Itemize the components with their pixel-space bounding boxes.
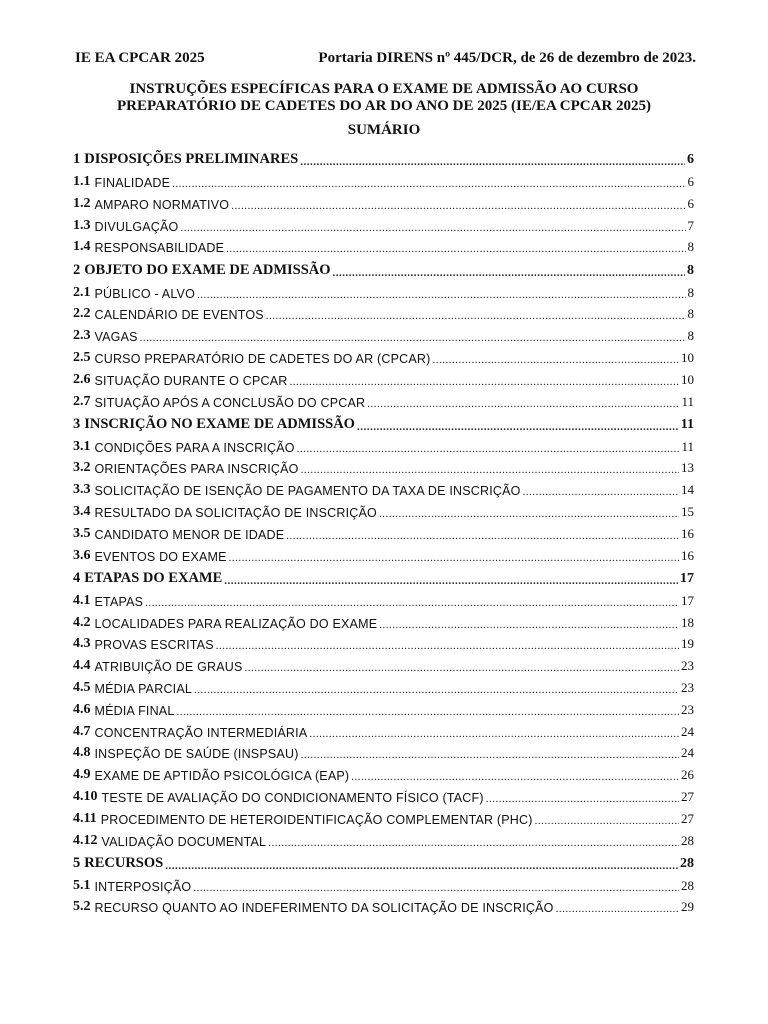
toc-entry-label: CURSO PREPARATÓRIO DE CADETES DO AR (CPCAR) [94,351,431,366]
toc-entry-page-number: 15 [681,504,694,520]
toc-dot-leader [172,178,685,190]
toc-section-entry[interactable] [73,301,694,323]
toc-entry-page-number: 23 [681,701,694,717]
toc-dot-leader [486,793,679,805]
toc-entry-label: SITUAÇÃO APÓS A CONCLUSÃO DO CPCAR [94,395,366,410]
toc-section-entry[interactable] [73,498,694,520]
toc-entry-label: MÉDIA PARCIAL [94,681,193,696]
toc-entry-number: 4.8 [73,745,91,761]
toc-entry-number: 4.7 [73,723,91,739]
toc-entry-number: 3 [73,415,81,432]
toc-section-entry[interactable] [73,631,694,653]
toc-entry-number: 3.1 [73,438,91,454]
toc-entry-label: EXAME DE APTIDÃO PSICOLÓGICA (EAP) [94,769,350,784]
summary-heading: SUMÁRIO [347,122,421,138]
toc-entry-page-number: 23 [681,658,694,674]
toc-entry-label: EVENTOS DO EXAME [94,549,227,564]
toc-dot-leader [535,815,679,827]
toc-entry-label: VALIDAÇÃO DOCUMENTAL [101,834,267,849]
toc-entry-number: 2.2 [73,306,91,322]
toc-dot-leader [333,267,685,279]
toc-chapter-entry[interactable] [73,849,694,872]
toc-entry-label: DISPOSIÇÕES PRELIMINARES [84,151,299,168]
toc-dot-leader [432,354,679,366]
toc-entry-number: 4.9 [73,767,91,783]
toc-entry-number: 4.10 [73,788,98,804]
toc-chapter-entry[interactable] [73,564,694,587]
toc-entry-label: VAGAS [94,330,138,345]
toc-entry-label: PÚBLICO - ALVO [94,286,196,301]
toc-entry-label: RESPONSABILIDADE [94,241,225,256]
toc-section-entry[interactable] [73,344,694,366]
toc-chapter-entry[interactable] [73,410,694,433]
toc-entry-page-number: 18 [681,614,694,630]
toc-entry-page-number: 24 [681,723,694,739]
toc-entry-page-number: 7 [687,217,694,233]
toc-entry-number: 2.6 [73,371,91,387]
toc-dot-leader [165,860,678,872]
toc-entry-label: AMPARO NORMATIVO [94,197,230,212]
toc-entry-label: CANDIDATO MENOR DE IDADE [94,527,285,542]
toc-section-entry[interactable] [73,872,694,894]
toc-chapter-entry[interactable] [73,145,694,168]
toc-entry-page-number: 16 [681,525,694,541]
toc-section-entry[interactable] [73,696,694,718]
toc-dot-leader [351,771,679,783]
toc-entry-label: TESTE DE AVALIAÇÃO DO CONDICIONAMENTO FÍSICO (TACF) [101,790,484,805]
toc-entry-label: SITUAÇÃO DURANTE O CPCAR [94,373,288,388]
header-ordinance: Portaria DIRENS nº 445/DCR, de 26 de dezembro de 2023. [318,50,696,66]
toc-section-entry[interactable] [73,234,694,256]
toc-entry-number: 2.1 [73,284,91,300]
toc-entry-number: 4.6 [73,701,91,717]
toc-dot-leader [309,728,679,740]
toc-dot-leader [180,222,685,234]
toc-dot-leader [379,508,679,520]
toc-section-entry[interactable] [73,455,694,477]
toc-entry-page-number: 10 [681,349,694,365]
toc-section-entry[interactable] [73,520,694,542]
toc-chapter-entry[interactable] [73,255,694,278]
toc-dot-leader [357,421,679,433]
toc-entry-label: OBJETO DO EXAME DE ADMISSÃO [84,261,331,278]
toc-entry-number: 3.2 [73,460,91,476]
toc-dot-leader [229,552,679,564]
toc-entry-label: FINALIDADE [94,176,171,191]
toc-section-entry[interactable] [73,587,694,609]
toc-entry-number: 2.5 [73,349,91,365]
toc-dot-leader [268,837,679,849]
toc-entry-label: ETAPAS [94,594,144,609]
document-title-line-1: INSTRUÇÕES ESPECÍFICAS PARA O EXAME DE ADMISSÃO AO CURSO [129,81,639,97]
toc-entry-page-number: 28 [681,832,694,848]
toc-section-entry[interactable] [73,322,694,344]
toc-entry-page-number: 6 [687,195,694,211]
toc-entry-label: RECURSOS [84,854,164,871]
toc-entry-number: 3.6 [73,547,91,563]
toc-entry-label: SOLICITAÇÃO DE ISENÇÃO DE PAGAMENTO DA TAXA DE INSCRIÇÃO [94,484,521,499]
document-title-line-2: PREPARATÓRIO DE CADETES DO AR DO ANO DE 2025 (IE/EA CPCAR 2025) [116,98,652,114]
toc-dot-leader [301,464,679,476]
toc-entry-page-number: 17 [680,570,694,586]
toc-entry-number: 1.4 [73,239,91,255]
toc-entry-label: DIVULGAÇÃO [94,219,179,234]
toc-dot-leader [140,332,686,344]
toc-dot-leader [226,243,685,255]
toc-dot-leader [216,640,679,652]
toc-entry-label: INSPEÇÃO DE SAÚDE (INSPSAU) [94,747,299,762]
toc-dot-leader [286,530,679,542]
toc-entry-page-number: 17 [681,592,694,608]
toc-entry-page-number: 8 [687,306,694,322]
toc-section-entry[interactable] [73,894,694,916]
toc-dot-leader [194,684,679,696]
table-of-contents [73,145,694,915]
toc-entry-page-number: 13 [681,460,694,476]
toc-entry-label: RECURSO QUANTO AO INDEFERIMENTO DA SOLICITAÇÃO DE INSCRIÇÃO [94,901,554,916]
toc-dot-leader [193,882,679,894]
toc-section-entry[interactable] [73,433,694,455]
toc-section-entry[interactable] [73,805,694,827]
toc-section-entry[interactable] [73,190,694,212]
toc-dot-leader [197,289,685,301]
toc-entry-number: 1.3 [73,217,91,233]
toc-dot-leader [556,903,679,915]
toc-section-entry[interactable] [73,783,694,805]
toc-dot-leader [266,310,686,322]
toc-section-entry[interactable] [73,476,694,498]
toc-entry-number: 5.1 [73,877,91,893]
toc-entry-number: 2.7 [73,393,91,409]
toc-entry-label: PROCEDIMENTO DE HETEROIDENTIFICAÇÃO COMPLEMENTAR (PHC) [100,812,533,827]
toc-entry-page-number: 29 [681,899,694,915]
toc-entry-number: 2 [73,261,81,278]
toc-dot-leader [224,575,678,587]
toc-entry-number: 4.11 [73,810,97,826]
toc-entry-label: INSCRIÇÃO NO EXAME DE ADMISSÃO [84,415,355,432]
toc-entry-page-number: 11 [681,393,694,409]
toc-entry-label: ETAPAS DO EXAME [84,569,223,586]
toc-entry-number: 1 [73,151,81,168]
toc-dot-leader [379,619,679,631]
page-header [75,50,696,67]
toc-entry-page-number: 8 [687,328,694,344]
toc-entry-page-number: 6 [687,152,694,168]
toc-dot-leader [290,376,679,388]
toc-section-entry[interactable] [73,740,694,762]
toc-entry-page-number: 8 [687,239,694,255]
toc-section-entry[interactable] [73,827,694,849]
toc-entry-number: 3.4 [73,504,91,520]
toc-entry-number: 4.3 [73,636,91,652]
toc-entry-page-number: 24 [681,745,694,761]
toc-entry-page-number: 10 [681,371,694,387]
toc-entry-number: 4.5 [73,679,91,695]
toc-dot-leader [177,706,680,718]
toc-entry-page-number: 28 [680,855,694,871]
toc-entry-page-number: 11 [681,438,694,454]
toc-entry-number: 4 [73,569,81,586]
toc-entry-page-number: 14 [681,482,694,498]
toc-entry-number: 4.1 [73,592,91,608]
toc-entry-page-number: 16 [681,547,694,563]
toc-entry-page-number: 8 [687,262,694,278]
toc-entry-label: ATRIBUIÇÃO DE GRAUS [94,660,243,675]
toc-section-entry[interactable] [73,168,694,190]
toc-section-entry[interactable] [73,674,694,696]
toc-entry-page-number: 19 [681,636,694,652]
toc-dot-leader [245,662,679,674]
toc-entry-number: 5.2 [73,899,91,915]
toc-section-entry[interactable] [73,609,694,631]
document-title [60,81,708,115]
toc-entry-page-number: 27 [681,788,694,804]
toc-entry-label: INTERPOSIÇÃO [94,879,192,894]
toc-entry-page-number: 6 [687,174,694,190]
toc-entry-number: 3.3 [73,482,91,498]
toc-entry-page-number: 23 [681,679,694,695]
toc-section-entry[interactable] [73,388,694,410]
toc-entry-number: 4.12 [73,832,98,848]
toc-entry-number: 1.1 [73,174,91,190]
toc-section-entry[interactable] [73,366,694,388]
toc-entry-number: 5 [73,854,81,871]
toc-dot-leader [300,156,685,168]
toc-entry-page-number: 8 [687,284,694,300]
toc-entry-number: 3.5 [73,525,91,541]
toc-dot-leader [231,200,685,212]
toc-entry-page-number: 26 [681,767,694,783]
toc-entry-page-number: 28 [681,877,694,893]
toc-entry-label: CONDIÇÕES PARA A INSCRIÇÃO [94,440,295,455]
toc-dot-leader [297,443,680,455]
toc-section-entry[interactable] [73,279,694,301]
toc-dot-leader [301,749,679,761]
toc-entry-label: ORIENTAÇÕES PARA INSCRIÇÃO [94,462,299,477]
toc-dot-leader [523,486,679,498]
toc-section-entry[interactable] [73,761,694,783]
toc-dot-leader [367,398,679,410]
toc-entry-number: 4.2 [73,614,91,630]
toc-section-entry[interactable] [73,652,694,674]
toc-entry-number: 4.4 [73,658,91,674]
toc-entry-label: MÉDIA FINAL [94,703,175,718]
toc-entry-label: RESULTADO DA SOLICITAÇÃO DE INSCRIÇÃO [94,506,377,521]
toc-entry-page-number: 27 [681,810,694,826]
toc-section-entry[interactable] [73,718,694,740]
toc-entry-number: 1.2 [73,195,91,211]
header-document-code: IE EA CPCAR 2025 [75,50,205,66]
toc-entry-number: 2.3 [73,328,91,344]
toc-section-entry[interactable] [73,542,694,564]
toc-entry-label: PROVAS ESCRITAS [94,638,214,653]
toc-entry-label: CALENDÁRIO DE EVENTOS [94,308,264,323]
toc-entry-label: LOCALIDADES PARA REALIZAÇÃO DO EXAME [94,616,378,631]
toc-dot-leader [145,597,679,609]
toc-entry-page-number: 11 [680,416,694,432]
toc-section-entry[interactable] [73,212,694,234]
toc-entry-label: CONCENTRAÇÃO INTERMEDIÁRIA [94,725,308,740]
